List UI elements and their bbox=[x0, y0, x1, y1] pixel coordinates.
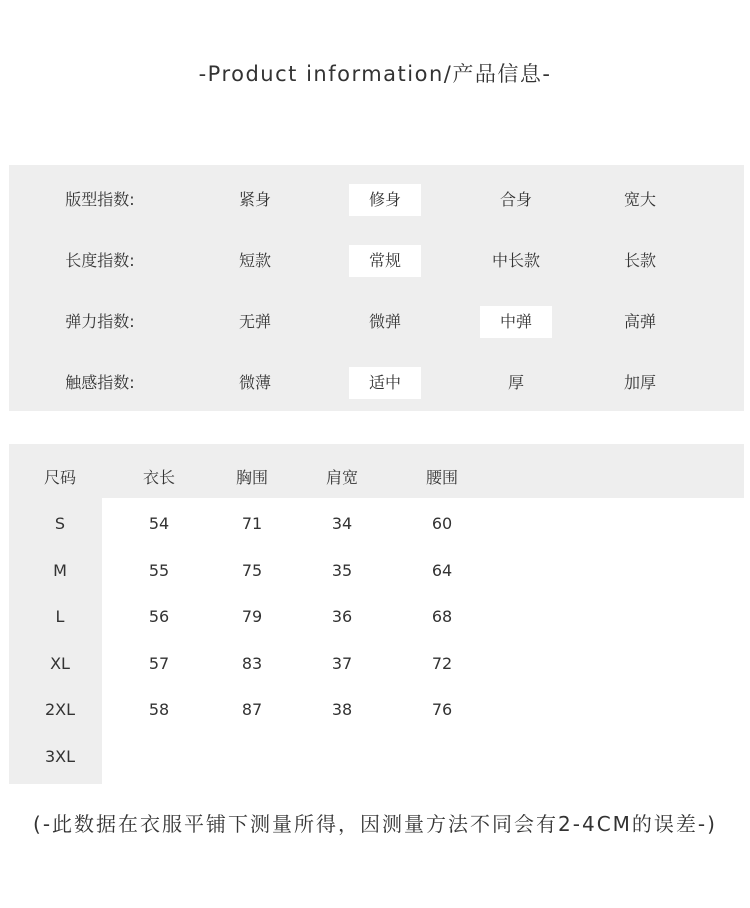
cell-chest: 87 bbox=[241, 700, 263, 719]
index-option: 微弹 bbox=[368, 312, 402, 331]
cell-shoulder: 38 bbox=[331, 700, 353, 719]
cell-size: M bbox=[53, 561, 67, 580]
index-option-selected: 修身 bbox=[349, 184, 421, 216]
index-option: 宽大 bbox=[623, 190, 657, 209]
fit-index-row bbox=[9, 184, 744, 216]
cell-chest: 71 bbox=[241, 514, 263, 533]
cell-waist: 72 bbox=[431, 654, 453, 673]
index-label: 长度指数: bbox=[65, 251, 135, 270]
index-option: 紧身 bbox=[238, 190, 272, 209]
index-option: 高弹 bbox=[623, 312, 657, 331]
cell-chest: 79 bbox=[241, 607, 263, 626]
index-option: 中长款 bbox=[491, 251, 541, 270]
index-option-selected: 常规 bbox=[349, 245, 421, 277]
measurement-note: (-此数据在衣服平铺下测量所得，因测量方法不同会有2-4CM的误差-) bbox=[33, 812, 717, 836]
index-option: 微薄 bbox=[238, 373, 272, 392]
cell-size: S bbox=[54, 514, 66, 533]
header-chest: 胸围 bbox=[235, 468, 269, 487]
header-waist: 腰围 bbox=[425, 468, 459, 487]
size-table-header bbox=[9, 444, 744, 498]
header-size: 尺码 bbox=[43, 468, 77, 487]
index-label: 版型指数: bbox=[65, 190, 135, 209]
index-option: 厚 bbox=[507, 373, 525, 392]
length-index-row bbox=[9, 245, 744, 277]
cell-chest: 83 bbox=[241, 654, 263, 673]
cell-shoulder: 34 bbox=[331, 514, 353, 533]
index-option: 短款 bbox=[238, 251, 272, 270]
cell-length: 56 bbox=[148, 607, 170, 626]
index-option: 无弹 bbox=[238, 312, 272, 331]
cell-length: 57 bbox=[148, 654, 170, 673]
elasticity-index-row bbox=[9, 306, 744, 338]
cell-length: 54 bbox=[148, 514, 170, 533]
cell-chest: 75 bbox=[241, 561, 263, 580]
index-option-selected: 中弹 bbox=[480, 306, 552, 338]
cell-length: 55 bbox=[148, 561, 170, 580]
index-label: 弹力指数: bbox=[65, 312, 135, 331]
cell-size: 2XL bbox=[44, 700, 76, 719]
texture-index-row bbox=[9, 367, 744, 399]
cell-waist: 68 bbox=[431, 607, 453, 626]
cell-shoulder: 35 bbox=[331, 561, 353, 580]
index-label: 触感指数: bbox=[65, 373, 135, 392]
index-option: 长款 bbox=[623, 251, 657, 270]
cell-shoulder: 37 bbox=[331, 654, 353, 673]
section-title: -Product information/产品信息- bbox=[198, 62, 552, 86]
cell-length: 58 bbox=[148, 700, 170, 719]
cell-size: L bbox=[55, 607, 65, 626]
index-option-selected: 适中 bbox=[349, 367, 421, 399]
cell-size: XL bbox=[50, 654, 70, 673]
cell-waist: 60 bbox=[431, 514, 453, 533]
product-index-panel bbox=[9, 165, 744, 411]
cell-shoulder: 36 bbox=[331, 607, 353, 626]
size-table bbox=[9, 444, 744, 784]
cell-size: 3XL bbox=[44, 747, 76, 766]
index-option: 合身 bbox=[499, 190, 533, 209]
cell-waist: 76 bbox=[431, 700, 453, 719]
header-length: 衣长 bbox=[142, 468, 176, 487]
cell-waist: 64 bbox=[431, 561, 453, 580]
size-column bbox=[9, 498, 102, 784]
header-shoulder: 肩宽 bbox=[325, 468, 359, 487]
index-option: 加厚 bbox=[623, 373, 657, 392]
